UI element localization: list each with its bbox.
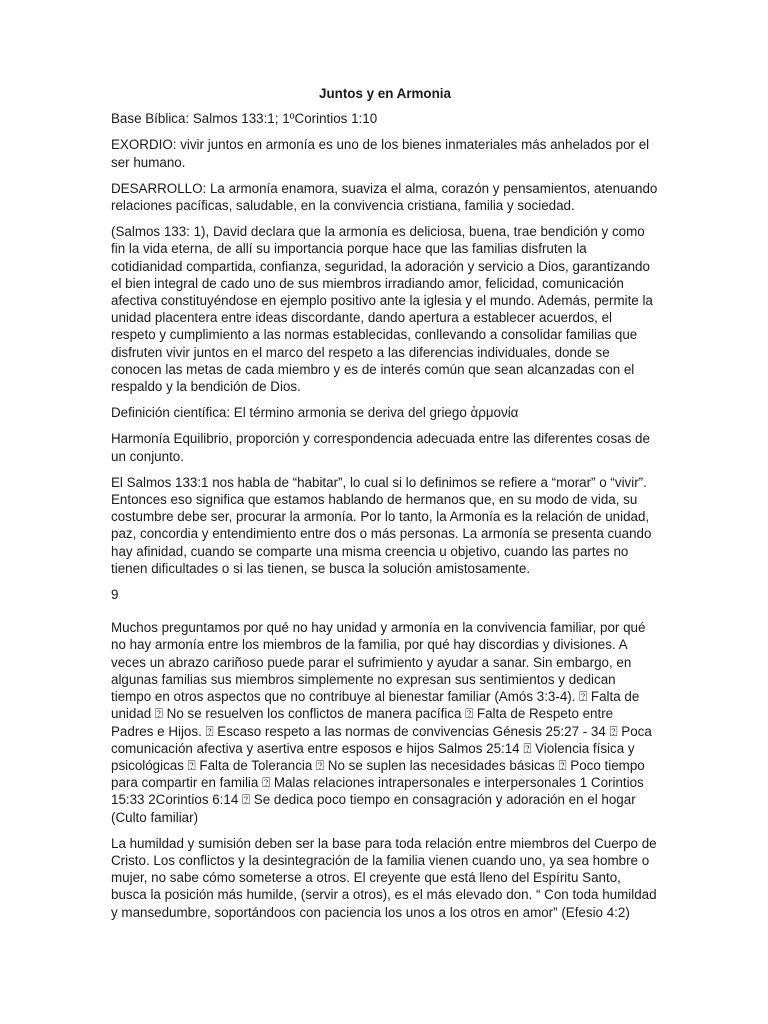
document-title: Juntos y en Armonia — [319, 86, 451, 101]
muchos-paragraph: Muchos preguntamos por qué no hay unidad y armonía en la convivencia familiar, por qué no hay armonía entre los miembros de la familia, por qué hay discordias y divisiones. A veces un abrazo cariñoso puede parar el sufrimiento y ayudar a sanar. Sin embargo, en algunas familias sus miembros simplemente no expresan sus sentimientos y dedican tiempo en otros aspectos que no contribuye al bienestar familiar (Amós 3:3-4). ⍰ Falta de unidad ⍰ No se resuelven los conflictos de manera pacífica ⍰ Falta de Respeto entre Padres e Hijos. ⍰ Escaso respeto a las normas de convivencias Génesis 25:27 - 34 ⍰ Poca comunicación afectiva y asertiva entre esposos e hijos Salmos 25:14 ⍰ Violencia física y psicológicas ⍰ Falta de Tolerancia ⍰ No se suplen las necesidades básicas ⍰ Poco tiempo para compartir en familia ⍰ Malas relaciones intrapersonales e interpersonales 1 Corintios 15:33 2Corintios 6:14 ⍰ Se dedica poco tiempo en consagración y adoración en el hogar (Culto familiar) — [111, 620, 652, 825]
harmonia-paragraph: Harmonía Equilibrio, proporción y correspondencia adecuada entre las diferentes cosas de un conjunto. — [111, 431, 650, 464]
exordio-paragraph: EXORDIO: vivir juntos en armonía es uno de los bienes inmateriales más anhelados por el ser humano. — [111, 137, 650, 170]
page-number: 9 — [111, 587, 119, 603]
salmos-paragraph: (Salmos 133: 1), David declara que la armonía es deliciosa, buena, trae bendición y como fin la vida eterna, de allí su importancia porque hace que las familias disfruten la cotidianidad compartida, confianza, seguridad, la adoración y servicio a Dios, garantizando el bien integral de cado uno de sus miembros irradiando amor, felicidad, comunicación afectiva constituyéndose en ejemplo positivo ante la iglesia y el mundo. Además, permite la unidad placentera entre ideas discordante, dando apertura a establecer acuerdos, el respeto y cumplimiento a las normas establecidas, conllevando a consolidar familias que disfruten vivir juntos en el marco del respeto a las diferencias individuales, donde se conocen las metas de cada miembro y es de interés común que sean alcanzadas con el respaldo y la bendición de Dios. — [111, 224, 653, 395]
habitar-paragraph: El Salmos 133:1 nos habla de “habitar”, lo cual si lo definimos se refiere a “morar” o “vivir”. Entonces eso significa que estamos hablando de hermanos que, en su modo de vida, su costumbre debe ser, procurar la armonía. Por lo tanto, la Armonía es la relación de unidad, paz, concordia y entendimiento entre dos o más personas. La armonía se presenta cuando hay afinidad, cuando se comparte una misma creencia u objetivo, cuando las partes no tienen dificultades o si las tienen, se busca la solución amistosamente. — [111, 474, 652, 576]
definicion-paragraph: Definición científica: El término armonia se deriva del griego ἁρμονία — [111, 405, 519, 421]
humildad-paragraph: La humildad y sumisión deben ser la base para toda relación entre miembros del Cuerpo de Cristo. Los conflictos y la desintegración de la familia vienen cuando uno, ya sea hombre o mujer, no sabe cómo someterse a otros. El creyente que está lleno del Espíritu Santo, busca la posición más humilde, (servir a otros), es el más elevado don. “ Con toda humildad y mansedumbre, soportándoos con paciencia los unos a los otros en amor” (Efesio 4:2) — [111, 835, 657, 920]
desarrollo-paragraph: DESARROLLO: La armonía enamora, suaviza el alma, corazón y pensamientos, atenuando relaciones pacíficas, saludable, en la convivencia cristiana, familia y sociedad. — [111, 180, 658, 214]
base-biblica: Base Bíblica: Salmos 133:1; 1ºCorintios 1:10 — [111, 111, 378, 127]
document-page — [111, 85, 659, 930]
